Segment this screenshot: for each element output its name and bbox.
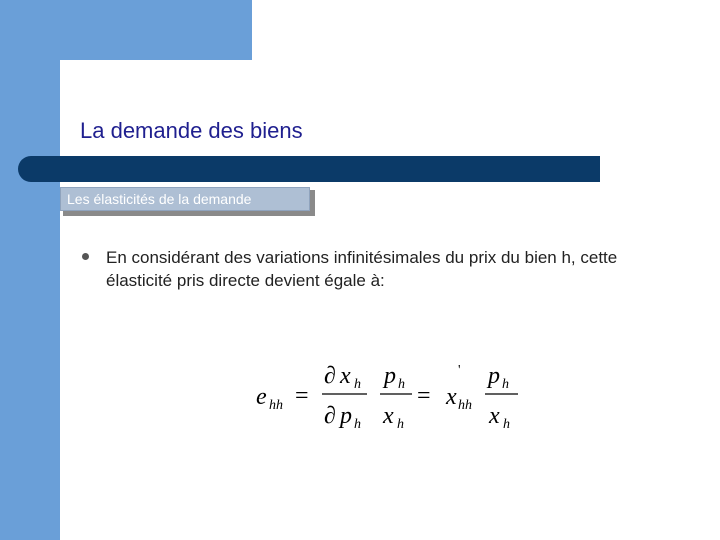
formula-p-top-sub: h: [398, 377, 405, 392]
formula-p-bottom: p: [340, 403, 352, 429]
formula-e: e: [256, 384, 267, 410]
section-label: Les élasticités de la demande: [60, 187, 310, 211]
formula-partial-top: ∂: [324, 363, 336, 389]
formula-p-bottom-sub: h: [354, 417, 361, 432]
formula-equals-1: =: [295, 383, 309, 409]
formula-x-prime: x: [446, 384, 457, 410]
formula-p-top-2-sub: h: [502, 377, 509, 392]
formula-x-bottom-2-sub: h: [503, 417, 510, 432]
top-decor-band: [0, 0, 252, 60]
title-underline-bar: [18, 156, 600, 182]
formula-e-subscript: hh: [269, 398, 283, 413]
formula-x-top: x: [340, 363, 351, 389]
elasticity-formula: [250, 352, 540, 442]
formula-p-top: p: [384, 363, 396, 389]
formula-x-top-sub: h: [354, 377, 361, 392]
slide-title: La demande des biens: [80, 118, 303, 143]
formula-x-bottom-sub: h: [397, 417, 404, 432]
formula-p-top-2: p: [488, 363, 500, 389]
formula-x-prime-sub: hh: [458, 398, 472, 413]
formula-equals-2: =: [417, 383, 431, 409]
formula-partial-bottom: ∂: [324, 403, 336, 429]
left-decor-band: [0, 0, 60, 540]
formula-prime-mark: ': [458, 363, 461, 378]
formula-x-bottom-2: x: [489, 403, 500, 429]
formula-x-bottom: x: [383, 403, 394, 429]
bullet-dot-icon: [82, 253, 89, 260]
bullet-text: En considérant des variations infinitésimales du prix du bien h, cette élasticité pris directe devient égale à:: [106, 248, 618, 290]
